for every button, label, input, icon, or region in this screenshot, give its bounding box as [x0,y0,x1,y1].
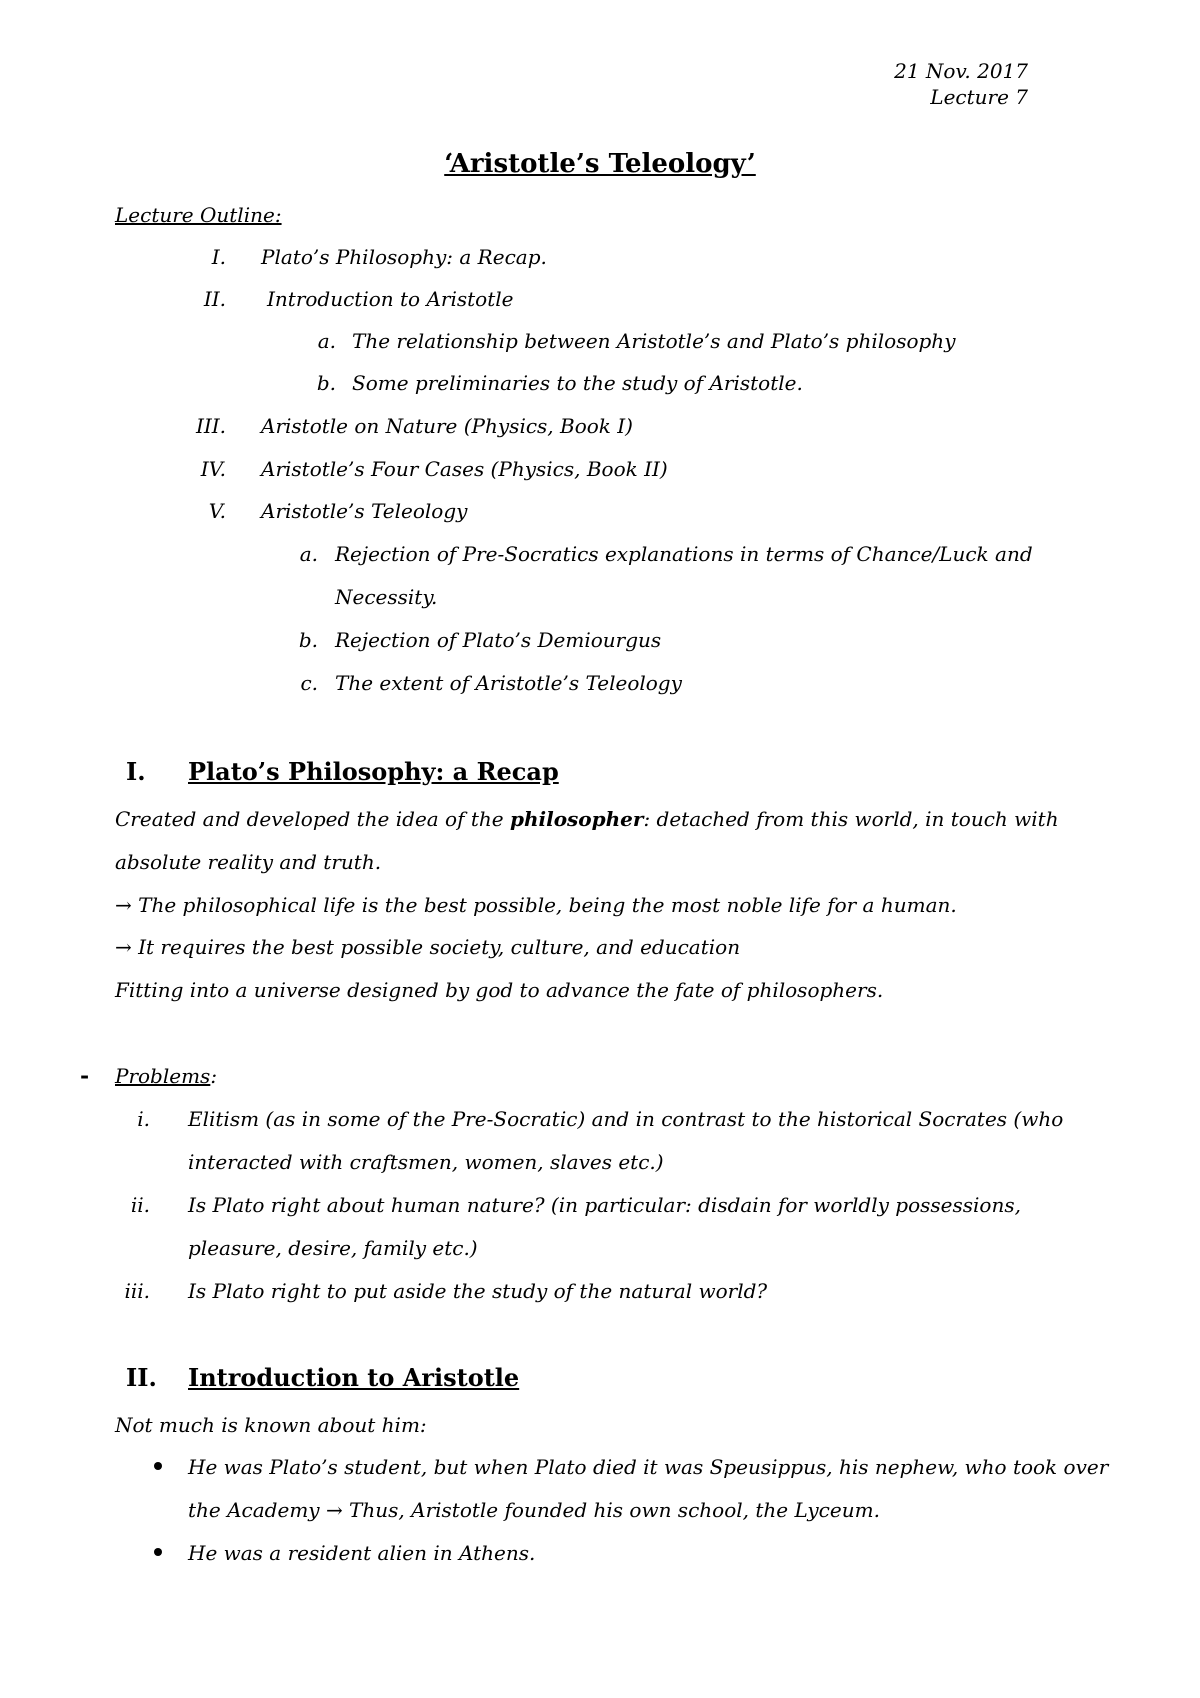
outline-num: III. [195,414,226,438]
outline-heading: Lecture Outline: [115,203,282,227]
section-heading: Plato’s Philosophy: a Recap [188,757,559,786]
outline-subitem: The relationship between Aristotle’s and Plato’s philosophy [352,329,956,353]
problem-num: ii. [130,1193,150,1217]
outline-subitem: The extent of Aristotle’s Teleology [335,671,682,695]
problem-text: pleasure, desire, family etc.) [188,1236,478,1260]
section-number: II. [126,1363,157,1392]
bullet-text: He was Plato’s student, but when Plato died it was Speusippus, his nephew, who took over [188,1455,1109,1479]
outline-item: Plato’s Philosophy: a Recap. [261,245,547,269]
lecture-number: Lecture 7 [930,85,1028,109]
outline-num: II. [203,287,226,311]
dash-marker: - [80,1063,90,1089]
outline-subnum: a. [299,542,318,566]
paragraph-line: Not much is known about him: [115,1413,427,1437]
paragraph-line: absolute reality and truth. [115,850,382,874]
outline-subitem: Some preliminaries to the study of Aristotle. [352,371,803,395]
date: 21 Nov. 2017 [894,59,1028,83]
outline-subnum: a. [317,329,336,353]
outline-subitem: Rejection of Pre-Socratics explanations in terms of Chance/Luck and [335,542,1033,566]
outline-num: V. [208,499,226,523]
problem-text: Elitism (as in some of the Pre-Socratic) and in contrast to the historical Socrates (who [188,1107,1064,1131]
outline-subnum: b. [298,628,318,652]
bullet-text: the Academy → Thus, Aristotle founded his own school, the Lyceum. [188,1498,880,1522]
section-number: I. [126,757,146,786]
paragraph-line: Fitting into a universe designed by god to advance the fate of philosophers. [115,978,884,1002]
section-heading: Introduction to Aristotle [188,1363,520,1392]
bold-term: philosopher [509,807,644,831]
outline-num: IV. [200,457,226,481]
bullet-icon [154,1548,162,1556]
outline-num: I. [211,245,226,269]
problem-text: interacted with craftsmen, women, slaves etc.) [188,1150,664,1174]
paragraph-line: Created and developed the idea of the philosopher: detached from this world, in touch with [115,807,1059,831]
problem-num: iii. [124,1279,150,1303]
outline-item: Aristotle’s Teleology [261,499,468,523]
outline-subnum: b. [316,371,336,395]
document-title: ‘Aristotle’s Teleology’ [444,149,756,179]
outline-item: Introduction to Aristotle [267,287,514,311]
outline-subnum: c. [300,671,318,695]
bullet-icon [154,1462,162,1470]
outline-item: Aristotle on Nature (Physics, Book I) [261,414,633,438]
bullet-text: He was a resident alien in Athens. [188,1541,536,1565]
problem-num: i. [137,1107,150,1131]
outline-subitem-cont: Necessity. [335,585,438,609]
problems-label: Problems: [115,1064,218,1088]
problem-text: Is Plato right about human nature? (in particular: disdain for worldly possessions, [188,1193,1021,1217]
outline-subitem: Rejection of Plato’s Demiourgus [335,628,662,652]
arrow-line: → It requires the best possible society, culture, and education [115,935,741,959]
problem-text: Is Plato right to put aside the study of the natural world? [188,1279,768,1303]
outline-item: Aristotle’s Four Cases (Physics, Book II) [261,457,668,481]
arrow-line: → The philosophical life is the best possible, being the most noble life for a human. [115,893,957,917]
